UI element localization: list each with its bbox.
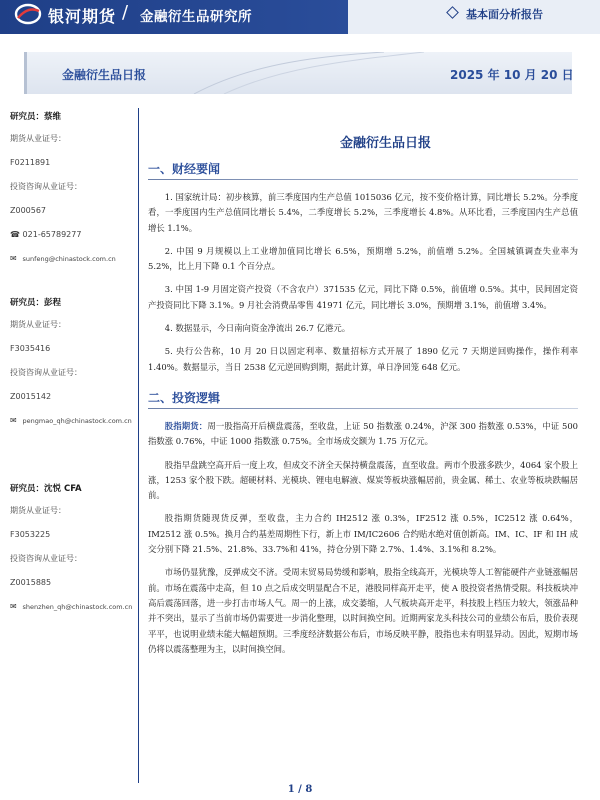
lead-label: 股指期货： bbox=[164, 420, 208, 431]
main-content bbox=[148, 132, 578, 657]
email-row[interactable] bbox=[10, 595, 135, 619]
sidebar-divider bbox=[138, 108, 139, 783]
researcher-card bbox=[10, 110, 135, 296]
phone-row bbox=[10, 223, 135, 247]
page-indicator bbox=[0, 784, 600, 795]
banner-title: 金融衍生品日报 bbox=[62, 68, 147, 82]
section-heading-text: 二、投资逻辑 bbox=[148, 390, 221, 405]
logic-paragraph: 市场仍显犹豫，反弹成交不济。受周末贸易局势缓和影响，股指全线高开，光模块等人工智能硬件产业链涨幅居前。市场在震荡中走高，但 10 点之后成交明显配合不足，港股同样高开走平，使 A 股投资者热情受限。科技板块冲高后震荡回落，进一步打击市场人气。周一的上涨，成交萎缩，人气板块高开走平，科技股上档压力较大，领涨品种并不突出，显示了当前市场仍需要进一步消化整理，以时间换空间。近期两家龙头科技公司的业绩公布后，股价表现平平，也说明业绩未能大幅超预期。三季度经济数据公布后，市场反映平静，股指也未有明显异动。因此，短期市场仍将以震荡整理为主，以时间换空间。 bbox=[148, 567, 578, 654]
researcher-name: 研究员：蔡维 bbox=[10, 112, 62, 122]
advisor-number: Z000567 bbox=[10, 206, 47, 215]
license-number: F3035416 bbox=[10, 344, 51, 353]
researcher-card bbox=[10, 296, 135, 482]
news-item: 5. 央行公告称，10 月 20 日以固定利率、数量招标方式开展了 1890 亿元 7 天期逆回购操作，操作利率 1.40%。数据显示，当日 2538 亿元逆回购到期，据此计算，单日净回笼 648 亿元。 bbox=[148, 346, 578, 372]
lead-text: 周一股指高开后横盘震荡，至收盘，上证 50 指数涨 0.24%，沪深 300 指数涨 0.53%，中证 500 指数涨 0.76%，中证 1000 指数涨 0.75%。全市场成交额为 1.75 万亿元。 bbox=[148, 420, 578, 447]
phone-number: 021-65789277 bbox=[22, 230, 82, 239]
news-item: 4. 数据显示，今日南向资金净流出 26.7 亿港元。 bbox=[164, 323, 351, 334]
institute-name: 金融衍生品研究所 bbox=[140, 9, 252, 25]
section-heading-text: 一、财经要闻 bbox=[148, 162, 221, 176]
advisor-number: Z0015885 bbox=[10, 578, 52, 587]
news-item: 1. 国家统计局：初步核算，前三季度国内生产总值 1015036 亿元，按不变价格计算，同比增长 5.2%。分季度看，一季度国内生产总值同比增长 5.4%，二季度增长 5.2%，三季度增长 4.8%。从环比看，三季度国内生产总值增长 1.1%。 bbox=[148, 192, 578, 233]
section-heading-news bbox=[148, 160, 578, 182]
page-separator: / bbox=[298, 784, 302, 795]
logic-lead-paragraph bbox=[148, 419, 578, 450]
brand-separator: / bbox=[122, 2, 129, 23]
logic-paragraph: 股指期货随现货反弹，至收盘，主力合约 IH2512 涨 0.3%，IF2512 涨 0.5%，IC2512 涨 0.64%，IM2512 涨 0.5%。换月合约基差周期性下行，新上市 IM/IC2606 合约贴水绝对值创新高。IM、IC、IF 和 IH 成交分别下降 21.5%、21.8%、33.7%和 41%，持仓分别下降 2.7%、1.4%、3.1%和 8.2%。 bbox=[148, 513, 578, 555]
report-date: 2025 年 10 月 20 日 bbox=[450, 68, 574, 82]
email-row[interactable] bbox=[10, 247, 135, 271]
license-number: F3053225 bbox=[10, 530, 51, 539]
document-title: 金融衍生品日报 bbox=[339, 136, 431, 151]
galaxy-logo-icon bbox=[14, 3, 42, 25]
report-type: 基本面分析报告 bbox=[466, 8, 543, 21]
phone-icon: ☎ bbox=[10, 230, 20, 239]
page-total: 8 bbox=[305, 784, 313, 795]
researcher-name: 研究员：彭程 bbox=[10, 298, 62, 308]
section-rule bbox=[148, 179, 578, 180]
email-address[interactable]: shenzhen_qh@chinastock.com.cn bbox=[22, 603, 133, 611]
logic-paragraph: 股指早盘跳空高开后一度上攻，但成交不济全天保持横盘震荡，直至收盘。两市个股涨多跌少，4064 家个股上涨，1253 家个股下跌。超硬材料、光模块、锂电电解液、煤炭等板块涨幅居前，贵金属、稀土、农业等板块跌幅居前。 bbox=[148, 459, 578, 501]
license-label: 期货从业证号： bbox=[10, 320, 66, 329]
license-label: 期货从业证号： bbox=[10, 506, 66, 515]
license-number: F0211891 bbox=[10, 158, 51, 167]
researcher-sidebar bbox=[10, 110, 135, 668]
section-rule bbox=[148, 408, 578, 409]
mail-icon: ✉ bbox=[10, 254, 17, 263]
advisor-number: Z0015142 bbox=[10, 392, 52, 401]
page-current: 1 bbox=[287, 784, 295, 795]
news-item: 2. 中国 9 月规模以上工业增加值同比增长 6.5%，预期增 5.2%，前值增 5.2%。全国城镇调查失业率为 5.2%，比上月下降 0.1 个百分点。 bbox=[148, 245, 578, 272]
email-row[interactable] bbox=[10, 409, 135, 433]
email-address[interactable]: sunfeng@chinastock.com.cn bbox=[22, 255, 116, 263]
researcher-name: 研究员：沈悦 CFA bbox=[10, 484, 82, 494]
mail-icon: ✉ bbox=[10, 416, 17, 425]
advisor-label: 投资咨询从业证号： bbox=[10, 368, 82, 377]
advisor-label: 投资咨询从业证号： bbox=[10, 554, 82, 563]
license-label: 期货从业证号： bbox=[10, 134, 66, 143]
news-item: 3. 中国 1-9 月固定资产投资（不含农户）371535 亿元，同比下降 0.5%，前值增 0.5%。其中，民间固定资产投资同比下降 3.1%。9 月社会消费品零售 41971 亿元，同比增长 3.0%，预期增 3.1%，前值增 3.4%。 bbox=[148, 284, 578, 310]
section-heading-logic bbox=[148, 389, 578, 411]
researcher-card bbox=[10, 482, 135, 668]
brand-name: 银河期货 bbox=[48, 7, 117, 26]
advisor-label: 投资咨询从业证号： bbox=[10, 182, 82, 191]
mail-icon: ✉ bbox=[10, 602, 17, 611]
email-address[interactable]: pengmao_qh@chinastock.com.cn bbox=[22, 417, 132, 425]
